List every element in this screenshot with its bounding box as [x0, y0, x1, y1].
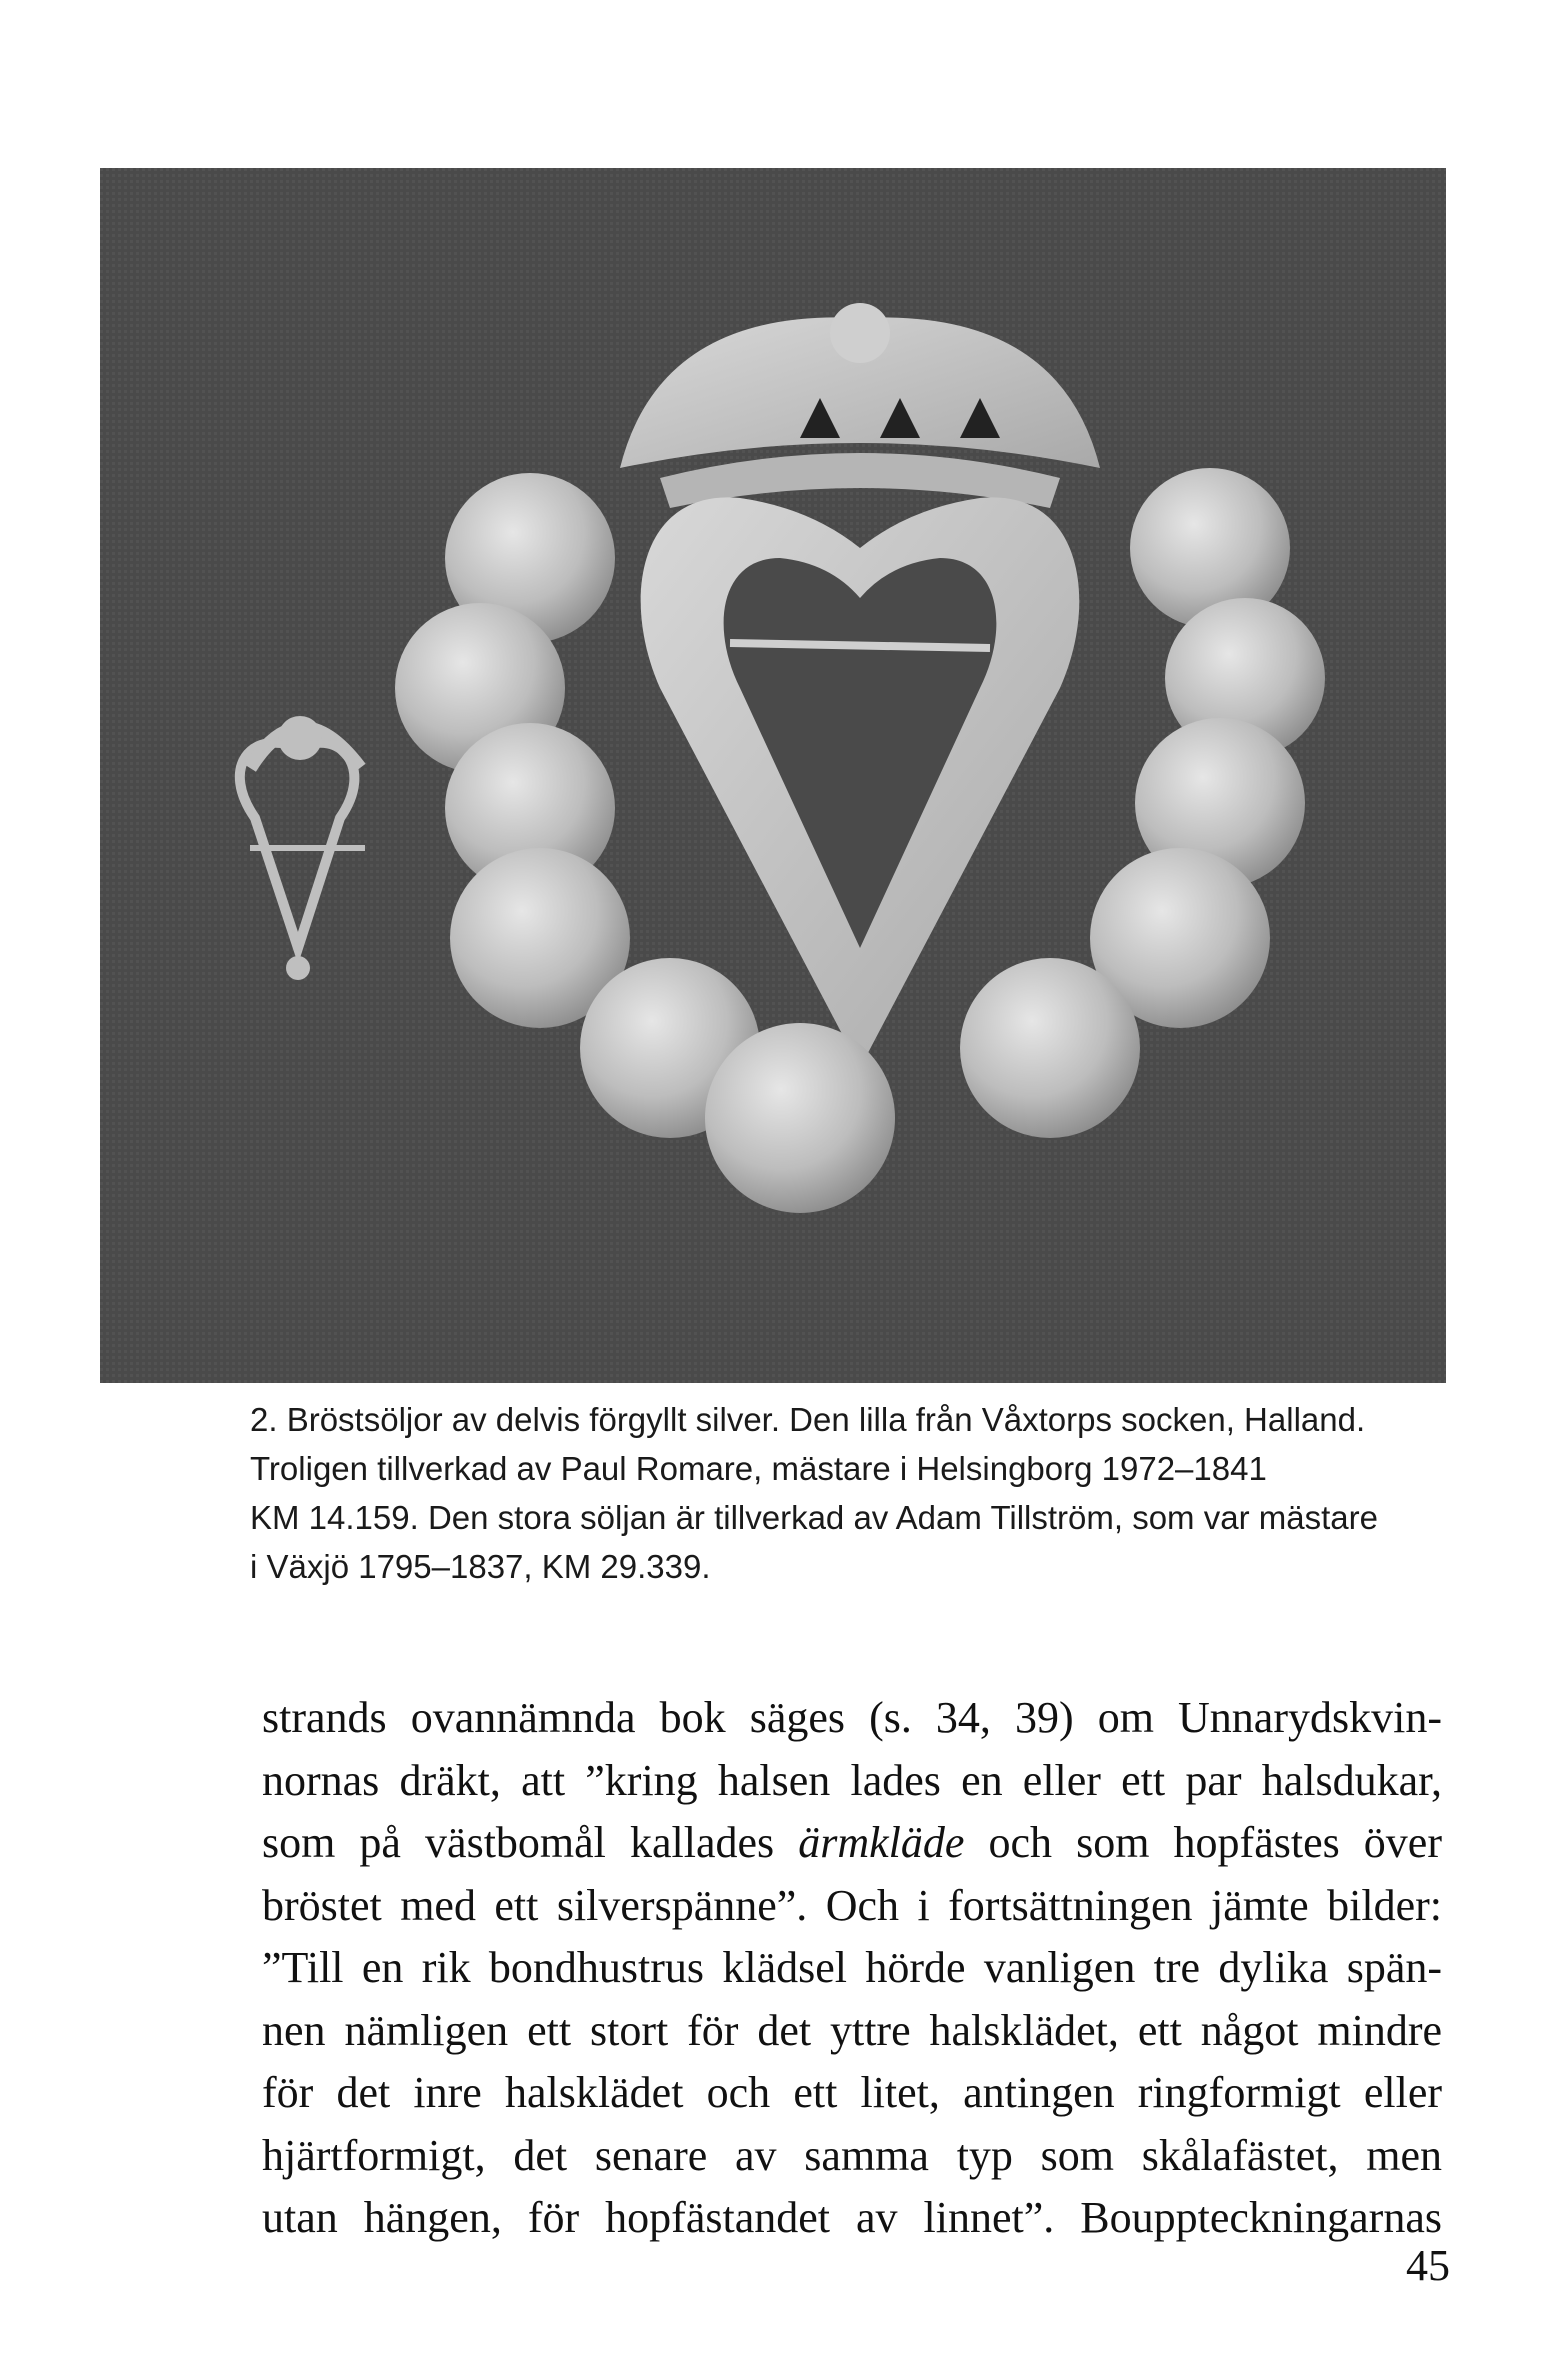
body-line: hjärtformigt, det senare av samma typ som skålafästet, men: [262, 2130, 1442, 2180]
body-line: ”Till en rik bondhustrus klädsel hörde vanligen tre dylika spän-: [262, 1943, 1442, 1992]
body-line: [262, 1812, 1442, 1875]
caption-line: Troligen tillverkad av Paul Romare, mästare i Helsingborg 1972–1841: [250, 1450, 1267, 1487]
body-text: [262, 1687, 1442, 2250]
italic-term: ärmkläde: [798, 1818, 965, 1867]
body-line: bröstet med ett silverspänne”. Och i fortsättningen jämte bilder:: [262, 1880, 1442, 1930]
body-line: nornas dräkt, att ”kring halsen lades en eller ett par halsdukar,: [262, 1755, 1442, 1805]
body-line: nen nämligen ett stort för det yttre halsklädet, ett något mindre: [262, 2005, 1442, 2055]
body-line: utan hängen, för hopfästandet av linnet”. Bouppteckningarnas: [262, 2193, 1442, 2242]
caption-line: KM 14.159. Den stora söljan är tillverkad av Adam Tillström, som var mästare: [250, 1499, 1378, 1536]
caption-line: i Växjö 1795–1837, KM 29.339.: [250, 1548, 711, 1585]
figure-caption: [250, 1395, 1445, 1591]
body-line: för det inre halsklädet och ett litet, antingen ringformigt eller: [262, 2068, 1442, 2117]
body-line-end: och som hopfästes över: [964, 1818, 1442, 1867]
body-line: strands ovannämnda bok säges (s. 34, 39) om Unnarydskvin-: [262, 1693, 1442, 1742]
page-number: 45: [1406, 2241, 1450, 2290]
body-line-start: som på västbomål kallades: [262, 1818, 799, 1867]
brooch-photograph: [100, 168, 1446, 1383]
caption-line: 2. Bröstsöljor av delvis förgyllt silver. Den lilla från Våxtorps socken, Halland.: [250, 1401, 1366, 1438]
